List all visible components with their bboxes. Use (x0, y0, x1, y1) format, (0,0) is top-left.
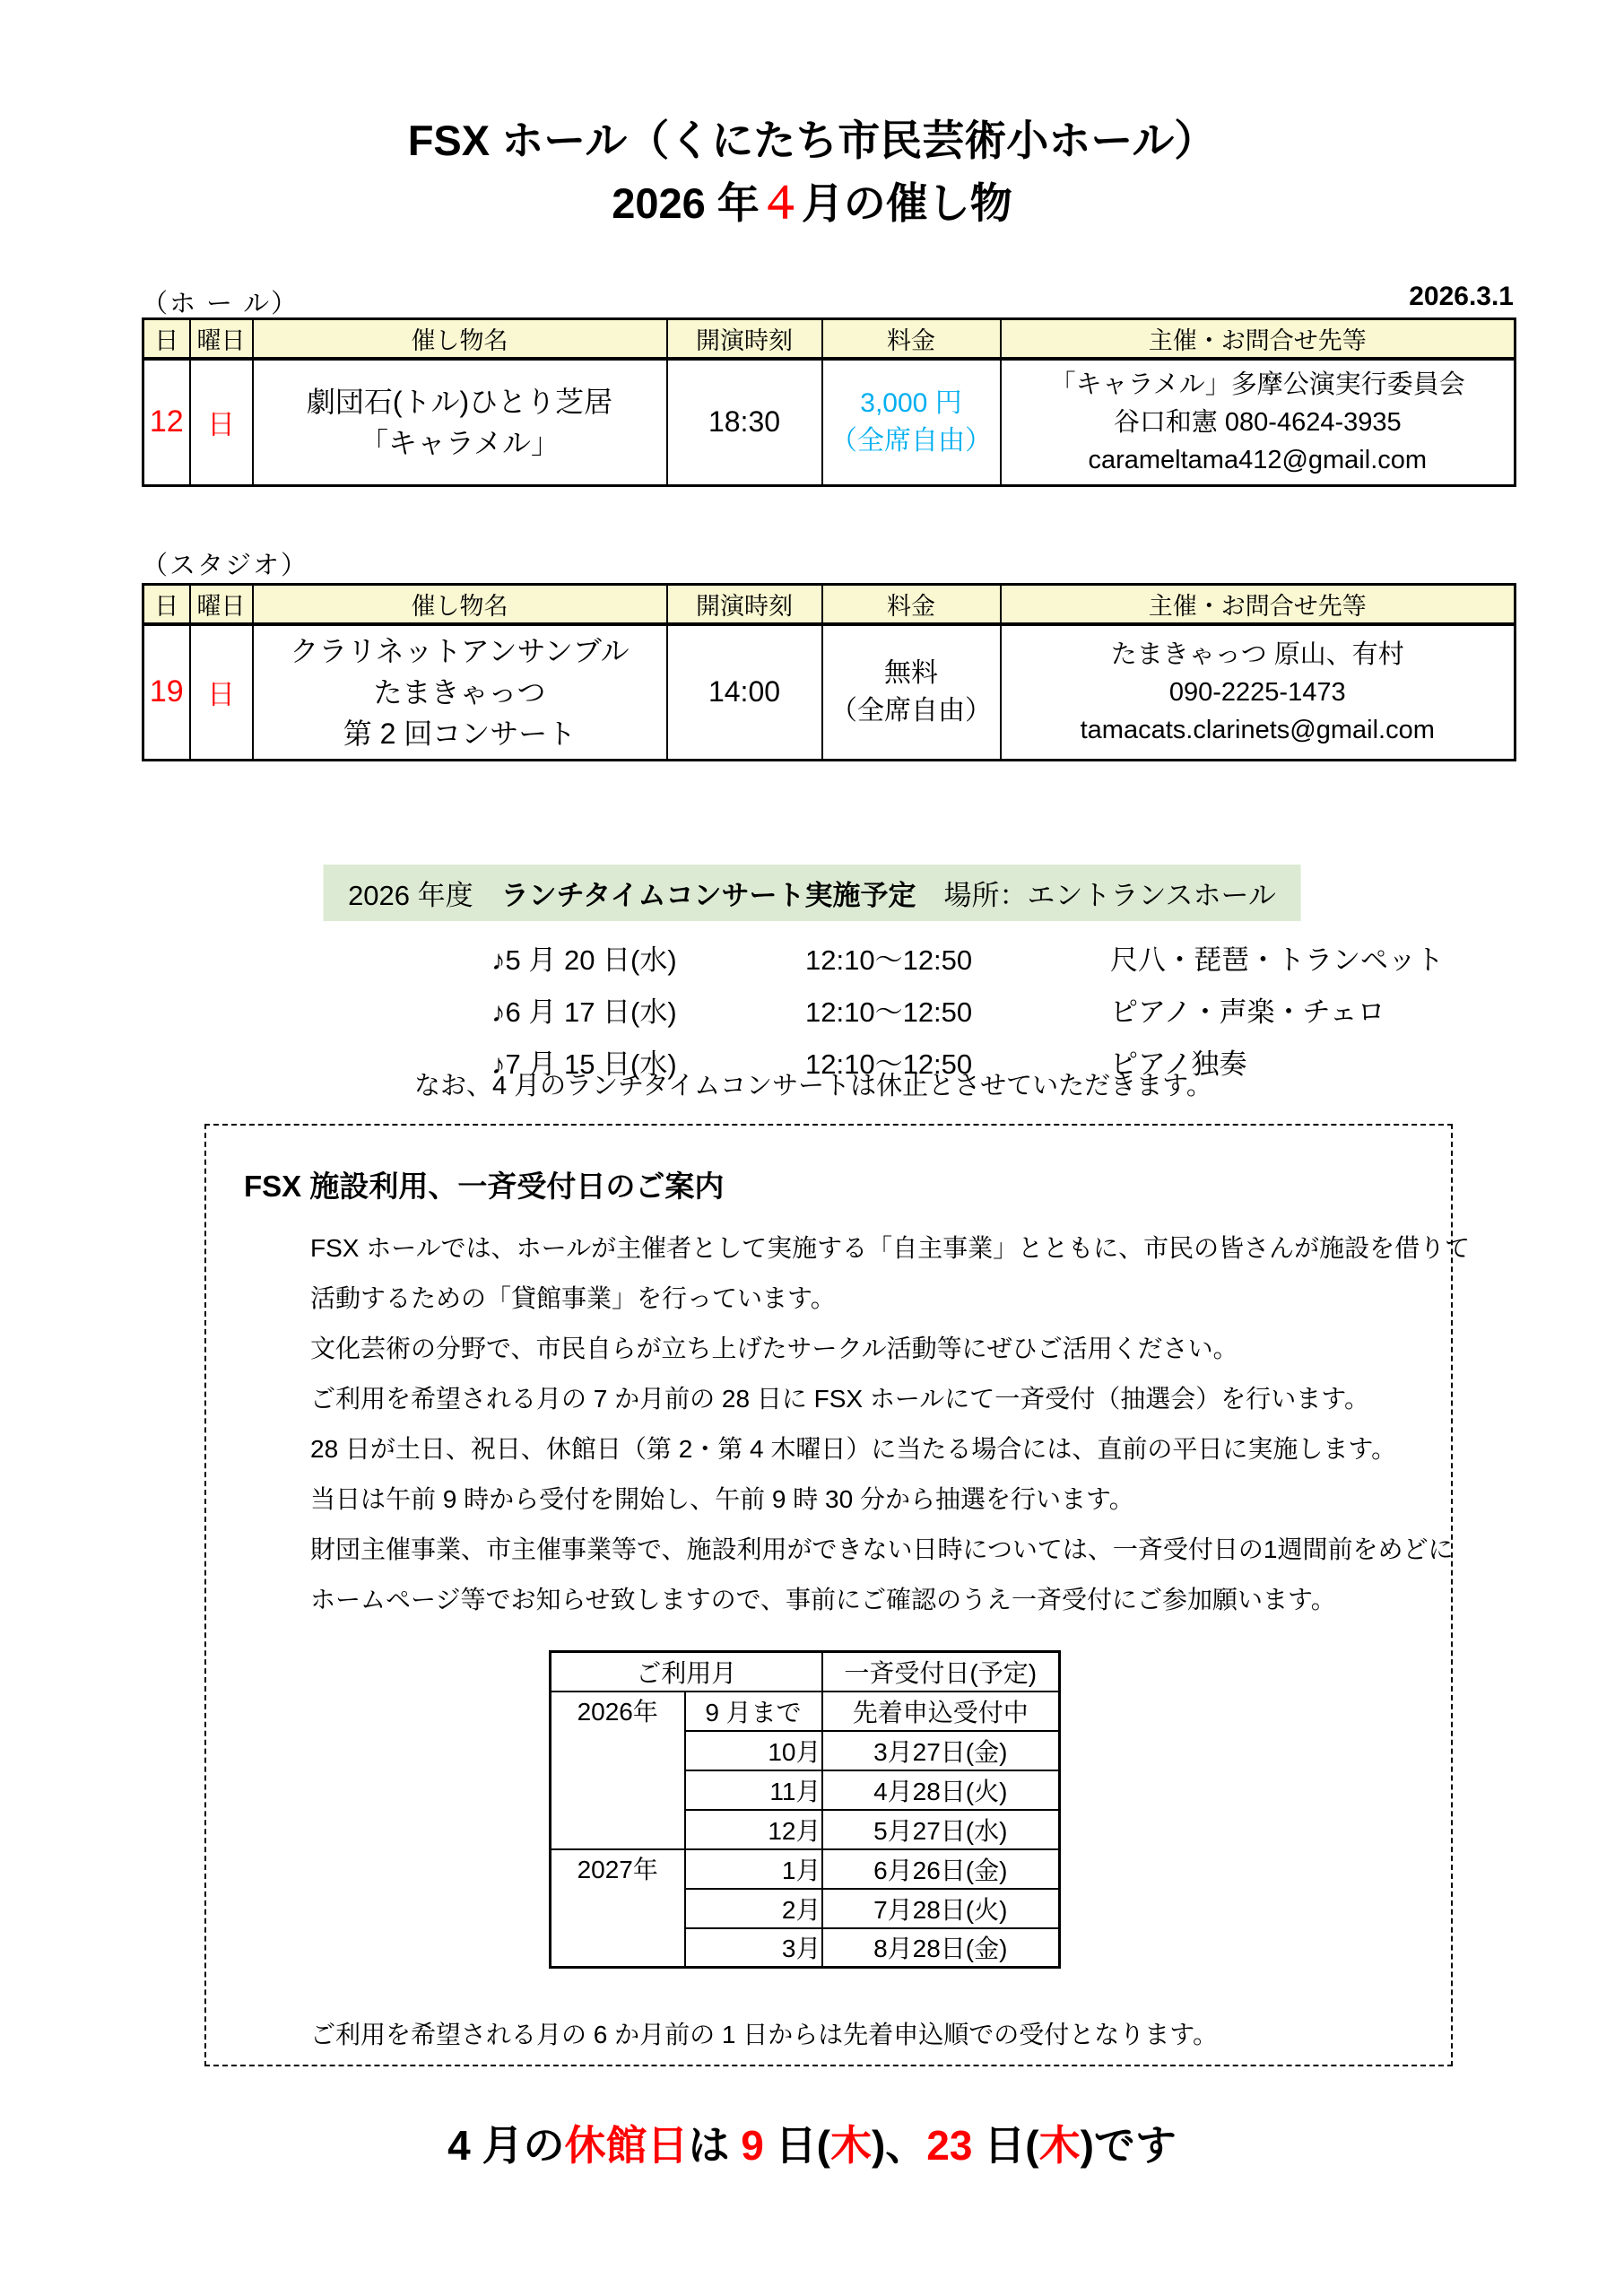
lunch-row-date: ♪6 月 17 日(水) (491, 996, 677, 1028)
lunch-row (491, 983, 1444, 1035)
studio-event-row (143, 624, 1515, 761)
studio-event-name: クラリネットアンサンブル たまきゃっつ 第 2 回コンサート (253, 624, 667, 761)
schedule-date: 先着申込受付中 (822, 1692, 1060, 1731)
facility-use-info-box (204, 1124, 1471, 2066)
schedule-month: 12月 (685, 1810, 822, 1849)
col-header-organizer: 主催・お問合せ先等 (1001, 319, 1515, 359)
schedule-header-date: 一斉受付日(予定) (822, 1652, 1060, 1692)
schedule-date: 4月28日(火) (822, 1770, 1060, 1810)
col-header-time: 開演時刻 (667, 319, 822, 359)
studio-event-day: 19 (143, 624, 190, 761)
schedule-month: 10月 (685, 1731, 822, 1770)
schedule-date: 7月28日(火) (822, 1889, 1060, 1928)
schedule-date: 3月27日(金) (822, 1731, 1060, 1770)
col-header-price: 料金 (822, 585, 1001, 624)
lunch-cancellation-note: なお、4 月のランチタイムコンサートは休止とさせていただきます。 (414, 1072, 1212, 1100)
schedule-month: 1月 (685, 1849, 822, 1889)
hall-event-weekday: 日 (190, 359, 253, 486)
hall-event-row (143, 359, 1515, 486)
info-box-paragraphs (310, 1223, 1471, 1625)
schedule-month: 9 月まで (685, 1692, 822, 1731)
lunch-concert-schedule (491, 931, 1444, 1087)
info-paragraph: 文化芸術の分野で、市民自らが立ち上げたサークル活動等にぜひご活用ください。 (310, 1335, 1238, 1362)
col-header-day: 日 (143, 585, 190, 624)
info-paragraph: ご利用を希望される月の 7 か月前の 28 日に FSX ホールにて一斉受付（抽選会）を行います。 (310, 1385, 1370, 1413)
hall-event-time: 18:30 (667, 359, 822, 486)
studio-event-weekday: 日 (190, 624, 253, 761)
info-paragraph: FSX ホールでは、ホールが主催者として実施する「自主事業」とともに、市民の皆さんが施設を借りて (310, 1234, 1471, 1262)
hall-event-table (142, 317, 1516, 487)
studio-table-header-row (143, 585, 1515, 624)
hall-event-day: 12 (143, 359, 190, 486)
col-header-weekday: 曜日 (190, 585, 253, 624)
info-paragraph: ホームページ等でお知らせ致しますので、事前にご確認のうえ一斉受付にご参加願います。 (310, 1586, 1336, 1613)
closed-days-notice: 4 月の休館日は 9 日(木)、23 日(木)です (447, 2122, 1177, 2169)
lunch-row-date: ♪7 月 15 日(水) (491, 1048, 677, 1080)
title-month-red: ４ (759, 179, 802, 227)
studio-event-table (142, 583, 1516, 761)
schedule-year-2026: 2026年 (551, 1692, 685, 1849)
issue-date: 2026.3.1 (1409, 282, 1514, 311)
hall-event-organizer: 「キャラメル」多摩公演実行委員会 谷口和憲 080-4624-3935 carameltama412@gmail.com (1001, 359, 1515, 486)
page-title-line2: 2026 年４月の催し物 (612, 179, 1012, 227)
col-header-price: 料金 (822, 319, 1001, 359)
lunch-row-time: 12:10～12:50 (805, 944, 973, 976)
schedule-month: 11月 (685, 1770, 822, 1810)
lunch-row-program: ピアノ・声楽・チェロ (1110, 996, 1385, 1028)
info-paragraph: 28 日が土日、祝日、休館日（第 2・第 4 木曜日）に当たる場合には、直前の平日に実施します。 (310, 1435, 1397, 1463)
lunch-row-date: ♪5 月 20 日(水) (491, 944, 677, 976)
info-paragraph: 活動するための「貸館事業」を行っています。 (310, 1284, 836, 1312)
lunch-concert-heading: 2026 年度 ランチタイムコンサート実施予定 場所：エントランスホール (323, 865, 1301, 921)
schedule-month: 3月 (685, 1928, 822, 1968)
schedule-date: 8月28日(金) (822, 1928, 1060, 1968)
reception-schedule-table (549, 1650, 1061, 1969)
hall-event-price: 3,000 円 （全席自由） (822, 359, 1001, 486)
col-header-event: 催し物名 (253, 319, 667, 359)
info-paragraph: 財団主催事業、市主催事業等で、施設利用ができない日時については、一斉受付日の1週間前をめどに (310, 1535, 1454, 1563)
col-header-day: 日 (143, 319, 190, 359)
lunch-row-time: 12:10～12:50 (805, 1048, 973, 1080)
page-title-line1: FSX ホール（くにたち市民芸術小ホール） (407, 117, 1217, 164)
col-header-organizer: 主催・お問合せ先等 (1001, 585, 1515, 624)
schedule-year-2027: 2027年 (551, 1849, 685, 1968)
hall-section-label: （ホ ー ル） (142, 290, 300, 318)
schedule-header-row (551, 1652, 1060, 1692)
lunch-row-program: 尺八・琵琶・トランペット (1110, 944, 1444, 976)
schedule-date: 5月27日(水) (822, 1810, 1060, 1849)
info-box-title: FSX 施設利用、一斉受付日のご案内 (244, 1170, 725, 1203)
col-header-weekday: 曜日 (190, 319, 253, 359)
schedule-row (551, 1692, 1060, 1731)
col-header-time: 開演時刻 (667, 585, 822, 624)
lunch-row-program: ピアノ独奏 (1110, 1048, 1247, 1080)
page-title (0, 109, 1624, 235)
col-header-event: 催し物名 (253, 585, 667, 624)
lunch-row (491, 931, 1444, 983)
studio-section-label: （スタジオ） (142, 552, 309, 580)
lunch-row-time: 12:10～12:50 (805, 996, 973, 1028)
studio-event-time: 14:00 (667, 624, 822, 761)
schedule-header-month: ご利用月 (551, 1652, 822, 1692)
schedule-date: 6月26日(金) (822, 1849, 1060, 1889)
hall-table-header-row (143, 319, 1515, 359)
first-come-note: ご利用を希望される月の 6 か月前の 1 日からは先着申込順での受付となります。 (310, 2021, 1219, 2048)
schedule-row (551, 1849, 1060, 1889)
hall-event-name: 劇団石(トル)ひとり芝居 「キャラメル」 (253, 359, 667, 486)
studio-event-price: 無料 （全席自由） (822, 624, 1001, 761)
schedule-month: 2月 (685, 1889, 822, 1928)
info-paragraph: 当日は午前 9 時から受付を開始し、午前 9 時 30 分から抽選を行います。 (310, 1485, 1134, 1513)
studio-event-organizer: たまきゃっつ 原山、有村 090-2225-1473 tamacats.clarinets@gmail.com (1001, 624, 1515, 761)
